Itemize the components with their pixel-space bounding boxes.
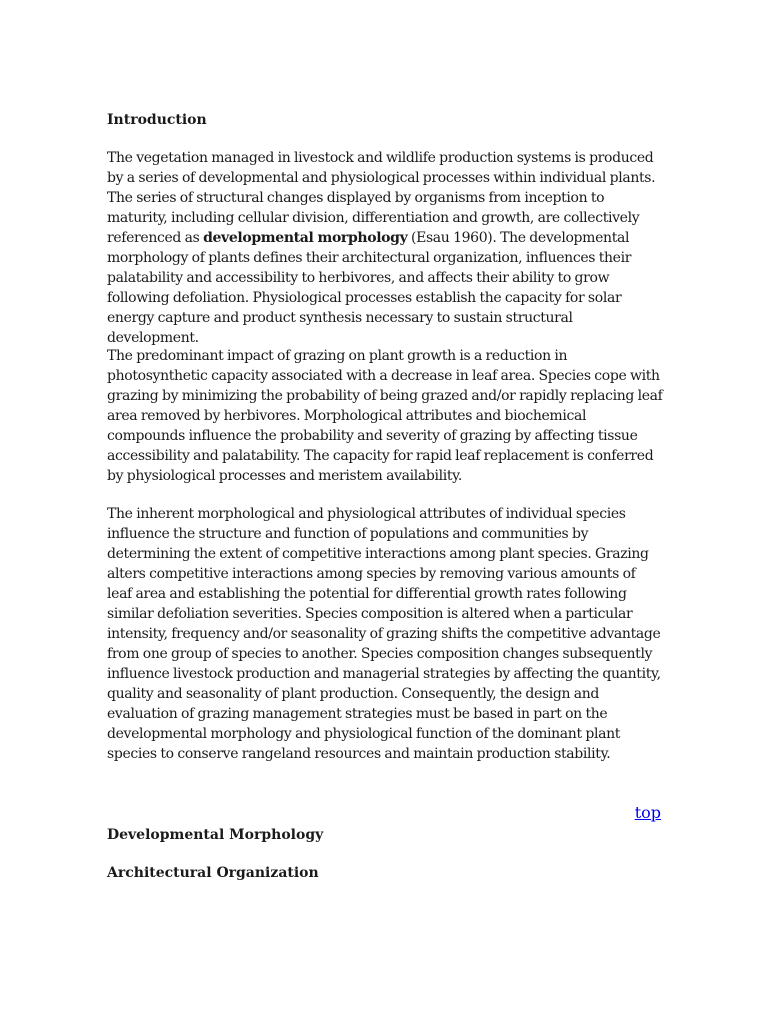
paragraph-developmental-processes xyxy=(107,148,663,348)
heading-architectural-organization: Architectural Organization xyxy=(107,865,319,881)
heading-introduction: Introduction xyxy=(107,112,207,128)
top-link[interactable]: top xyxy=(634,803,661,822)
heading-developmental-morphology: Developmental Morphology xyxy=(107,827,324,843)
paragraph-competitive-interactions: The inherent morphological and physiological attributes of individual species influence the structure and function of populations and communities by determining the extent of competitive interactions among plant species. Grazing alters competitive interactions among species by removing various amounts of leaf area and establishing the potential for differential growth rates following similar defoliation severities. Species composition is altered when a particular intensity, frequency and/or seasonality of grazing shifts the competitive advantage from one group of species to another. Species composition changes subsequently influence livestock production and managerial strategies by affecting the quantity, quality and seasonality of plant production. Consequently, the design and evaluation of grazing management strategies must be based in part on the developmental morphology and physiological function of the dominant plant species to conserve rangeland resources and maintain production stability. xyxy=(107,506,661,762)
paragraph-grazing-impact: The predominant impact of grazing on plant growth is a reduction in photosynthetic capacity associated with a decrease in leaf area. Species cope with grazing by minimizing the probability of being grazed and/or rapidly replacing leaf area removed by herbivores. Morphological attributes and biochemical compounds influence the probability and severity of grazing by affecting tissue accessibility and palatability. The capacity for rapid leaf replacement is conferred by physiological processes and meristem availability. xyxy=(107,348,663,484)
paragraph-text: (Esau 1960). The developmental morphology of plants defines their architectural organization, influences their palatability and accessibility to herbivores, and affects their ability to grow following defoliation. Physiological processes establish the capacity for solar energy capture and product synthesis necessary to sustain structural development. xyxy=(107,230,632,346)
paragraph-text: The vegetation managed in livestock and wildlife production systems is produced by a series of developmental and physiological processes within individual plants. The series of structural changes displayed by organisms from inception to maturity, including cellular division, differentiation and growth, are collectively referenced as xyxy=(107,150,656,246)
bold-term-developmental-morphology: developmental morphology xyxy=(203,230,408,246)
